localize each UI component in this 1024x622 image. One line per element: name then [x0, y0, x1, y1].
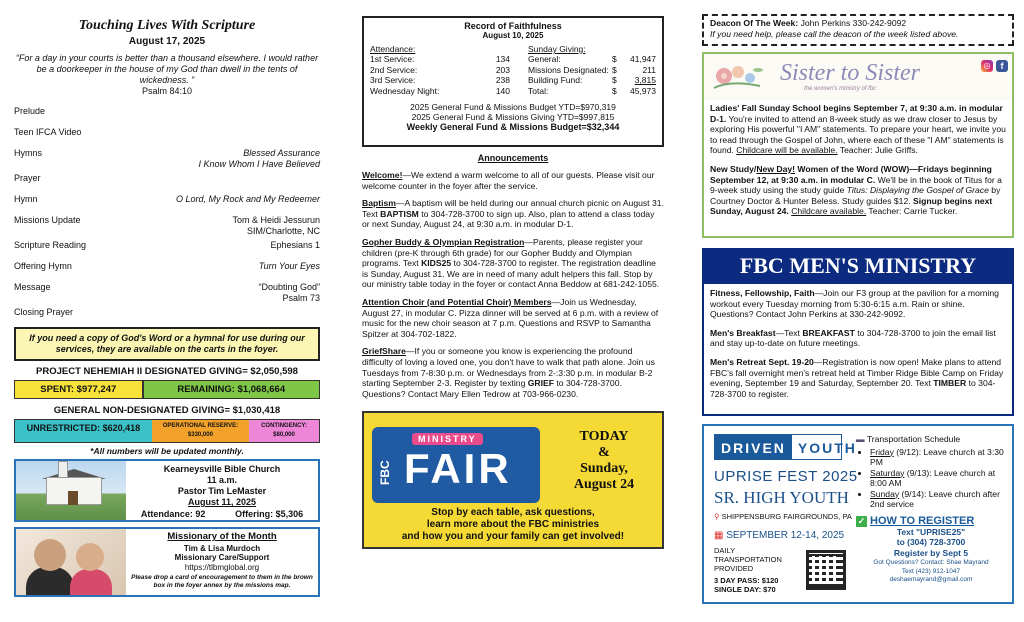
questions-contact [856, 559, 1006, 585]
service-item [14, 212, 320, 237]
schedule-day: Friday [870, 446, 894, 457]
record-of-faithfulness [362, 16, 664, 147]
welcome-announcement [362, 170, 664, 191]
giving-ytd: 2025 General Fund & Missions Giving YTD=$997,815 [411, 112, 615, 122]
church-time: 11 a.m. [206, 475, 238, 485]
date-text: SEPTEMBER 12-14, 2025 [726, 530, 845, 541]
retreat-keyword: TIMBER [933, 378, 967, 389]
attendance-value: 203 [495, 64, 510, 75]
service-item [14, 103, 320, 124]
check-icon: ✓ [857, 515, 866, 526]
welcome-text: —We extend a warm welcome to all of our guests. Please visit our welcome counter in the foyer after the service. [362, 170, 655, 191]
contingency-value: $80,000 [273, 432, 295, 438]
weekly-budget: Weekly General Fund & Missions Budget=$32,344 [406, 122, 620, 132]
schedule-item [870, 447, 1006, 468]
service-item-label: Teen IFCA Video [14, 127, 82, 137]
missionary-url[interactable]: https://tlbmglobal.org [184, 562, 260, 572]
attendance-row [370, 86, 510, 97]
giving-label: Total: [528, 85, 549, 96]
wow-text: We'll be in the book of Titus for a 9-week study using the study guide [710, 174, 1002, 196]
schedule-item [870, 489, 1006, 510]
griefshare-heading: GriefShare [362, 346, 406, 357]
schedule-detail: (9/14): Leave church after 2nd service [870, 488, 1000, 509]
giving-dollar: $ [612, 85, 617, 96]
fair-amp: & [598, 445, 610, 461]
service-item-detail [176, 194, 320, 212]
bulletin-title: Touching Lives With Scripture [78, 18, 256, 33]
giving-label: General: [528, 54, 561, 64]
ministry-fair-banner [362, 411, 664, 549]
retreat-item [710, 357, 1006, 399]
attendance-label: 3rd Service: [370, 75, 416, 85]
service-detail-1: “Doubting God” [258, 282, 320, 292]
ladies-sunday-school [710, 103, 1006, 156]
attendance-row [370, 54, 510, 65]
giving-heading: Sunday Giving: [528, 44, 586, 54]
driven-youth-ad [702, 424, 1014, 604]
gopher-keyword: KIDS25 [421, 258, 452, 269]
giving-row [528, 54, 656, 65]
retreat-text-1: —Registration is now open! Make plans to attend FBC's fall overnight men's retreat held at Timber Ridge Bible Camp on Friday evening, September 19 and Saturday, September 20. Text [710, 356, 1004, 389]
fair-fbc: FBC [378, 460, 392, 486]
attendance-label: Wednesday Night: [370, 85, 440, 96]
griefshare-text-2: to 304-728-3700. Questions? Contact Mary Ellen Tedrow at 703-966-0230. [362, 378, 622, 399]
deacon-note: If you need help, please call the deacon of the week listed above. [710, 29, 959, 39]
service-detail-2: SIM/Charlotte, NC [246, 226, 320, 236]
single-day-pass: SINGLE DAY: $70 [714, 585, 776, 594]
operational-reserve [152, 420, 249, 442]
fair-tagline [364, 507, 662, 543]
kearneysville-box [14, 459, 320, 522]
logo-youth: YOUTH [797, 440, 857, 456]
facebook-icon[interactable]: f [996, 60, 1008, 72]
deacon-of-week [702, 14, 1014, 46]
baptism-text-1: —A baptism will be held during our annual church picnic on August 31. Text [362, 198, 664, 219]
sts-subtitle: the women's ministry of fbc [804, 86, 877, 92]
church-offering: Offering: $5,306 [235, 509, 304, 519]
deacon-label: Deacon Of The Week: [710, 18, 799, 28]
giving-dollar: $ [612, 75, 617, 85]
update-note: *All numbers will be updated monthly. [90, 446, 244, 456]
service-detail-2: Psalm 73 [282, 293, 320, 303]
transport-provided [714, 546, 782, 573]
service-detail-1: Blessed Assurance [243, 148, 320, 158]
trans-3: PROVIDED [714, 564, 754, 573]
welcome-heading: Welcome! [362, 170, 403, 180]
event-date [714, 530, 844, 541]
schedule-day: Sunday [870, 488, 900, 499]
register-text-1: Text "UPRISE25" [896, 526, 966, 537]
wow-childcare: Childcare available. [791, 206, 867, 217]
attendance-value: 134 [495, 54, 510, 64]
how-to-register [856, 516, 1006, 527]
operational-value: $330,000 [187, 432, 213, 438]
wow-study [710, 164, 1006, 217]
giving-value: 45,973 [630, 85, 656, 96]
missionary-names: Tim & Lisa Murdoch [183, 543, 261, 553]
baptism-heading: Baptism [362, 198, 396, 209]
service-detail-1: O Lord, My Rock and My Redeemer [175, 194, 320, 204]
missionary-role: Missionary Care/Support [174, 553, 270, 562]
service-item [14, 170, 320, 191]
service-item-label: Scripture Reading [14, 240, 87, 250]
contingency-label: CONTINGENCY: [261, 423, 307, 429]
church-attendance: Attendance: 92 [140, 509, 206, 519]
logo-driven: DRIVEN [715, 435, 792, 459]
service-item-detail [259, 261, 320, 279]
f3-text: —Join our F3 group at the pavilion for a morning workout every Tuesday morning from 5:30-6:15 a.m. Rain or shine. Questions? Contact John Perkins at 330-242-9092. [710, 288, 999, 320]
service-item-label: Prelude [14, 106, 46, 116]
contact-name: Got Questions? Contact: Shae Mayrand [873, 559, 989, 566]
ladies-ss-heading: Ladies' Fall Sunday School begins September 7, at 9:30 a.m. in modular D-1. [710, 103, 1003, 124]
service-item [14, 237, 320, 258]
operational-label: OPERATIONAL RESERVE: [162, 423, 239, 429]
contingency [249, 420, 319, 442]
service-item-detail [232, 215, 320, 237]
column-ministries [702, 0, 1014, 622]
project-nehemiah-bar [14, 380, 320, 399]
fair-word: FAIR [404, 445, 512, 493]
missionary-photo [16, 529, 126, 595]
column-announcements [362, 0, 664, 622]
general-giving-bar [14, 419, 320, 443]
missionary-heading: Missionary of the Month [167, 531, 277, 542]
service-item [14, 279, 320, 304]
flowers-icon [710, 60, 770, 94]
fair-sunday: Sunday, [580, 461, 628, 477]
gopher-announcement [362, 237, 664, 290]
choir-heading: Attention Choir (and Potential Choir) Members [362, 296, 552, 307]
baptism-announcement [362, 198, 664, 230]
schedule-item [870, 468, 1006, 489]
schedule-heading: Transportation Schedule [866, 434, 961, 444]
wow-teacher: Teacher: Carrie Tucker. [866, 206, 958, 217]
unrestricted-amount: UNRESTRICTED: $620,418 [15, 420, 152, 442]
service-item-detail [258, 282, 320, 304]
giving-dollar: $ [612, 64, 617, 75]
gopher-text-1: —Parents, please register your children (pre-K through 6th grade) for our Gopher Buddy and Olympian programs. Text [362, 236, 643, 269]
wow-heading-2: Women of the Word (WOW)—Fridays beginning September 12, at 9:30 a.m. in modular C. [710, 163, 992, 185]
service-detail-2: I Know Whom I Have Believed [198, 159, 320, 169]
register-deadline: Register by Sept 5 [893, 547, 969, 558]
schedule-day: Saturday [870, 467, 905, 478]
wow-text-2: by Courtney Doctor & Hunter Beless. Study guides $12. [710, 185, 1001, 206]
service-item [14, 191, 320, 212]
missionary-note: Please drop a card of encouragement to them in the brown box in the foyer annex by the missions map. [131, 574, 313, 589]
baptism-keyword: BAPTISM [380, 208, 419, 219]
church-date: August 11, 2025 [187, 497, 257, 507]
service-item-label: Closing Prayer [14, 307, 74, 317]
fair-line-3: and how you and your family can get involved! [401, 531, 625, 543]
service-item-label: Hymn [14, 194, 38, 204]
missionary-info [126, 529, 318, 595]
choir-text: —Join us Wednesday, August 27, in modular C. Pizza dinner will be served at 6 p.m. with a review of music for the new choir season at 7 p.m. Questions and RSVP to Samantha Spitzer at 304-702-1822. [362, 296, 659, 339]
griefshare-text-1: —If you or someone you know is experiencing the profound difficulty of loving a loved one, you don't have to walk that path alone. Join us Tuesdays from 7-8:30 p.m. or Wednesdays from 2-:3:30 p.m. in modular B-2 starting September 2-3. Register by texting [362, 346, 655, 389]
church-name: Kearneysville Bible Church [163, 464, 281, 474]
contact-email[interactable]: deshaemayrand@gmail.com [889, 576, 973, 583]
service-item [14, 145, 320, 170]
register-text-2: to (304) 728-3700 [896, 537, 966, 547]
attendance-value: 238 [495, 75, 510, 85]
mens-ministry [702, 284, 1014, 416]
announcements-heading: Announcements [477, 153, 549, 163]
service-item-label: Missions Update [14, 215, 81, 225]
giving-value: 3,815 [634, 75, 656, 85]
retreat-heading: Men's Retreat Sept. 19-20 [710, 356, 814, 367]
giving-value: 41,947 [630, 54, 656, 64]
wow-book: Titus: Displaying the Gospel of Grace [846, 185, 989, 196]
breakfast-item [710, 328, 1006, 349]
giving-row [528, 86, 656, 97]
attendance-row [370, 75, 510, 86]
breakfast-text-1: —Text [775, 327, 803, 338]
trans-1: DAILY [714, 546, 736, 555]
sr-high-youth: SR. HIGH YOUTH [714, 488, 849, 507]
church-pastor: Pastor Tim LeMaster [177, 486, 267, 496]
remaining-amount: REMAINING: $1,068,664 [143, 380, 320, 399]
f3-heading: Fitness, Fellowship, Faith [710, 288, 815, 298]
uprise-fest: UPRISE FEST 2025 [714, 468, 858, 485]
driven-youth-logo [714, 434, 857, 460]
trans-2: TRANSPORTATION [714, 555, 782, 564]
rof-date: August 10, 2025 [482, 31, 544, 40]
fair-line-2: learn more about the FBC ministries [426, 519, 600, 531]
attendance-label: 2nd Service: [370, 64, 418, 75]
ladies-ss-text: You're invited to attend an 8-week study as we draw closer to Jesus by exploring His powerful "I AM" statements. To prepare your heart, we invite you to read through the Gospel of John, where each of these "I AM" statements is found. [710, 113, 1006, 156]
hymnal-notice: If you need a copy of God's Word or a hymnal for use during our services, they are available on the carts in the foyer. [14, 327, 320, 361]
bus-icon: ▬ [856, 434, 865, 444]
instagram-icon[interactable]: ◎ [981, 60, 993, 72]
spent-amount: SPENT: $977,247 [14, 380, 143, 399]
church-photo [16, 461, 126, 520]
attendance-table [370, 44, 510, 96]
register-heading: HOW TO REGISTER [870, 514, 975, 527]
contact-phone: Text (423) 912-1047 [901, 567, 961, 575]
sts-title: Sister to Sister [780, 60, 921, 86]
rof-title: Record of Faithfulness [464, 21, 562, 31]
wow-heading-1: New Study/ [710, 163, 757, 174]
choir-announcement [362, 297, 664, 339]
service-item-detail [198, 148, 320, 170]
service-item [14, 124, 320, 145]
giving-row [528, 65, 656, 76]
register-instructions [856, 527, 1006, 559]
gopher-heading: Gopher Buddy & Olympian Registration [362, 236, 525, 247]
griefshare-keyword: GRIEF [527, 378, 555, 389]
fair-aug: August 24 [573, 477, 635, 493]
service-detail-1: Ephesians 1 [270, 240, 320, 250]
service-item-label: Prayer [14, 173, 41, 183]
attendance-heading: Attendance: [370, 44, 416, 54]
attendance-label: 1st Service: [370, 54, 415, 64]
f3-item [710, 288, 1006, 320]
fair-today: TODAY [579, 429, 629, 445]
project-nehemiah-title: PROJECT NEHEMIAH II DESIGNATED GIVING= $2,050,598 [36, 366, 298, 377]
scripture-verse: “For a day in your courts is better than a thousand elsewhere. I would rather be a doorkeeper in the house of my God than dwell in the tents of wickedness. ” [15, 53, 319, 85]
fair-ministry: MINISTRY [412, 433, 483, 445]
three-day-pass: 3 DAY PASS: $120 [714, 576, 779, 585]
general-giving-title: GENERAL NON-DESIGNATED GIVING= $1,030,418 [53, 405, 281, 416]
wow-new-day: New Day! [756, 163, 796, 174]
budget-ytd: 2025 General Fund & Missions Budget YTD=$970,319 [410, 102, 616, 112]
pass-prices [714, 576, 778, 594]
attendance-value: 140 [495, 85, 510, 96]
baptism-text-2: to 304-728-3700 to sign up. Also, plan to attend a class today or next Sunday, August 24, at 9:30 a.m. in modular D-1. [362, 208, 655, 230]
missionary-box [14, 527, 320, 597]
wow-signup: Signup begins next Sunday, August 24. [710, 195, 993, 217]
schedule-detail: (9/13): Leave church at 8:00 AM [870, 467, 996, 488]
giving-row [528, 75, 656, 86]
service-item-label: Hymns [14, 148, 43, 158]
breakfast-text-2: to 304-728-3700 to join the email list and stay up-to-date on future meetings. [710, 327, 996, 349]
service-item-label: Message [14, 282, 51, 292]
ladies-ss-teacher: Teacher: Julie Griffs. [837, 145, 918, 156]
bulletin-date: August 17, 2025 [128, 36, 206, 47]
transportation-schedule [856, 434, 1006, 585]
scripture-ref: Psalm 84:10 [141, 86, 193, 96]
giving-label: Missions Designated: [528, 64, 609, 75]
schedule-detail: (9/12): Leave church at 3:30 PM [870, 446, 1004, 467]
attendance-row [370, 65, 510, 76]
fair-date [550, 429, 658, 493]
breakfast-keyword: BREAKFAST [802, 327, 855, 338]
giving-value: 211 [642, 64, 656, 75]
service-detail-1: Turn Your Eyes [258, 261, 320, 271]
griefshare-announcement [362, 346, 664, 399]
order-of-service [14, 103, 320, 325]
retreat-text-2: to 304-728-3700 to register. [710, 378, 996, 399]
mens-ministry-heading: FBC MEN'S MINISTRY [702, 248, 1014, 284]
breakfast-heading: Men's Breakfast [710, 327, 776, 338]
gopher-text-2: to 304-728-3700 to register. The registration deadline is Sunday, August 31. We are in need of many adult helpers this fall. Stop by our ministry table today in the foyer or contact Anna Beddow at 681-242-1055. [362, 258, 660, 290]
giving-dollar: $ [612, 54, 617, 64]
deacon-name: John Perkins 330-242-9092 [800, 18, 907, 28]
service-item-detail [270, 240, 320, 258]
ladies-ss-childcare: Childcare will be available. [736, 145, 838, 156]
service-detail-1: Tom & Heidi Jessurun [232, 215, 320, 225]
giving-table [528, 44, 656, 96]
service-item-label: Offering Hymn [14, 261, 72, 271]
column-worship [14, 0, 320, 622]
pin-icon: ⚲ [714, 512, 720, 521]
service-item [14, 258, 320, 279]
service-item [14, 304, 320, 325]
location-text: SHIPPENSBURG FAIRGROUNDS, PA [721, 512, 852, 521]
sister-to-sister [702, 52, 1014, 238]
event-location [714, 512, 852, 521]
kearneysville-info [126, 461, 318, 520]
calendar-icon: ▦ [714, 530, 724, 541]
fair-line-1: Stop by each table, ask questions, [431, 507, 595, 519]
giving-label: Building Fund: [528, 75, 583, 85]
